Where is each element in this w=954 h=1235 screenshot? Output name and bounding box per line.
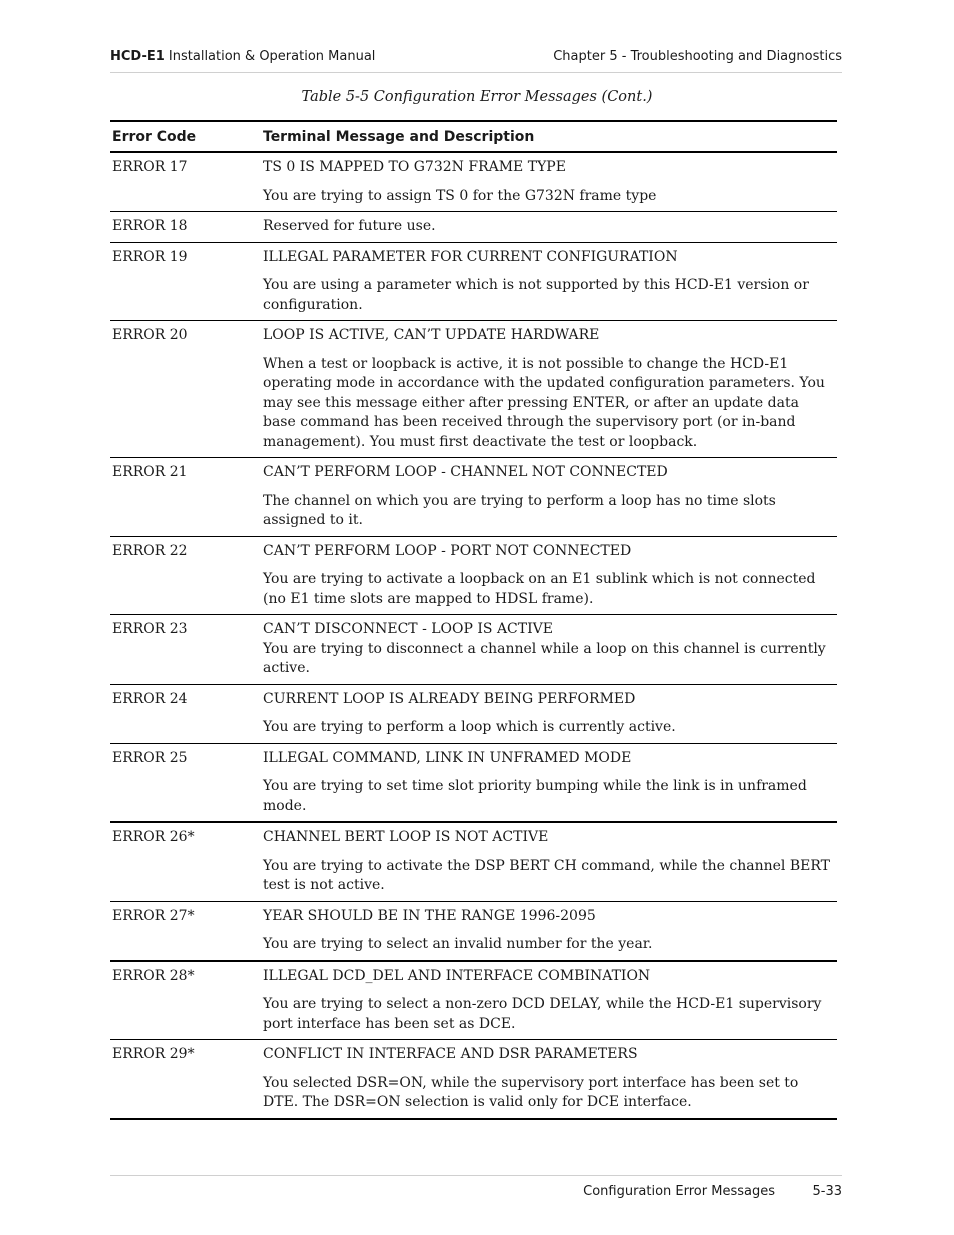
error-code: ERROR 27* bbox=[112, 907, 195, 924]
column-header-code: Error Code bbox=[112, 128, 197, 145]
table-row bbox=[110, 744, 837, 824]
error-description: You are trying to activate the DSP BERT CH command, while the channel BERT test is not active. bbox=[263, 857, 830, 893]
table-row bbox=[110, 212, 837, 243]
error-code: ERROR 28* bbox=[112, 967, 195, 984]
table-row bbox=[110, 615, 837, 685]
table-row bbox=[110, 1040, 837, 1120]
terminal-message: CAN’T PERFORM LOOP - CHANNEL NOT CONNECTED bbox=[263, 464, 668, 480]
terminal-message: CAN’T PERFORM LOOP - PORT NOT CONNECTED bbox=[263, 542, 632, 559]
error-code: ERROR 26* bbox=[112, 829, 195, 845]
terminal-message: TS 0 IS MAPPED TO G732N FRAME TYPE bbox=[263, 159, 566, 175]
error-description: The channel on which you are trying to perform a loop has no time slots assigned to it. bbox=[263, 492, 776, 528]
terminal-message: LOOP IS ACTIVE, CAN’T UPDATE HARDWARE bbox=[263, 327, 600, 343]
error-description: You are trying to activate a loopback on an E1 sublink which is not connected (no E1 time slots are mapped to HDSL frame). bbox=[263, 571, 816, 607]
table-row bbox=[110, 823, 837, 902]
terminal-message: CONFLICT IN INTERFACE AND DSR PARAMETERS bbox=[263, 1046, 638, 1062]
error-description: You are trying to assign TS 0 for the G732N frame type bbox=[263, 187, 657, 204]
error-description: You are trying to disconnect a channel while a loop on this channel is currently active. bbox=[263, 640, 826, 676]
page-number: 5-33 bbox=[812, 1184, 842, 1199]
terminal-message: Reserved for future use. bbox=[263, 218, 436, 234]
table-row bbox=[110, 685, 837, 744]
error-description: When a test or loopback is active, it is not possible to change the HCD-E1 operating mode in accordance with the updated configuration parameters. You may see this message either after pressing ENTER, or after an update data base command has been received through the supervisory port (or in-band management). You must first deactivate the test or loopback. bbox=[263, 355, 825, 450]
error-code: ERROR 17 bbox=[112, 159, 188, 175]
footer-section-title: Configuration Error Messages bbox=[583, 1184, 775, 1199]
page-header bbox=[110, 48, 842, 73]
error-description: You selected DSR=ON, while the supervisory port interface has been set to DTE. The DSR=ON selection is valid only for DCE interface. bbox=[263, 1074, 799, 1110]
table-row bbox=[110, 153, 837, 212]
error-description: You are trying to perform a loop which is currently active. bbox=[263, 719, 676, 735]
chapter-title: Chapter 5 - Troubleshooting and Diagnostics bbox=[553, 49, 842, 64]
error-code: ERROR 24 bbox=[112, 690, 188, 707]
error-code: ERROR 29* bbox=[112, 1046, 195, 1062]
error-code: ERROR 23 bbox=[112, 621, 188, 637]
error-description: You are trying to select a non-zero DCD DELAY, while the HCD-E1 supervisory port interface has been set as DCE. bbox=[263, 996, 822, 1032]
table-row bbox=[110, 962, 837, 1041]
error-description: You are trying to set time slot priority bumping while the link is in unframed mode. bbox=[263, 778, 807, 814]
terminal-message: ILLEGAL PARAMETER FOR CURRENT CONFIGURATION bbox=[263, 248, 678, 265]
terminal-message: ILLEGAL DCD_DEL AND INTERFACE COMBINATION bbox=[263, 967, 651, 984]
error-code: ERROR 25 bbox=[112, 749, 188, 766]
column-header-description: Terminal Message and Description bbox=[263, 128, 535, 145]
table-row bbox=[110, 537, 837, 616]
error-description: You are trying to select an invalid number for the year. bbox=[263, 936, 653, 952]
error-code: ERROR 19 bbox=[112, 248, 188, 265]
error-table bbox=[110, 120, 837, 1120]
table-row bbox=[110, 902, 837, 962]
table-caption: Table 5-5 Configuration Error Messages (Cont.) bbox=[301, 89, 653, 105]
table-header bbox=[110, 122, 837, 153]
table-row bbox=[110, 458, 837, 537]
table-row bbox=[110, 321, 837, 458]
error-code: ERROR 22 bbox=[112, 542, 188, 559]
terminal-message: CURRENT LOOP IS ALREADY BEING PERFORMED bbox=[263, 690, 636, 707]
error-code: ERROR 20 bbox=[112, 327, 188, 343]
table-row bbox=[110, 243, 837, 322]
error-code: ERROR 21 bbox=[112, 464, 188, 480]
product-name: HCD-E1 bbox=[110, 49, 165, 64]
error-code: ERROR 18 bbox=[112, 218, 188, 234]
terminal-message: YEAR SHOULD BE IN THE RANGE 1996-2095 bbox=[263, 907, 596, 924]
manual-title: Installation & Operation Manual bbox=[168, 49, 376, 64]
terminal-message: CAN’T DISCONNECT - LOOP IS ACTIVE bbox=[263, 621, 553, 637]
header-left bbox=[110, 49, 375, 64]
terminal-message: CHANNEL BERT LOOP IS NOT ACTIVE bbox=[263, 829, 549, 845]
page-footer bbox=[110, 1175, 842, 1206]
error-description: You are using a parameter which is not supported by this HCD-E1 version or configuration. bbox=[263, 277, 809, 313]
terminal-message: ILLEGAL COMMAND, LINK IN UNFRAMED MODE bbox=[263, 749, 632, 766]
